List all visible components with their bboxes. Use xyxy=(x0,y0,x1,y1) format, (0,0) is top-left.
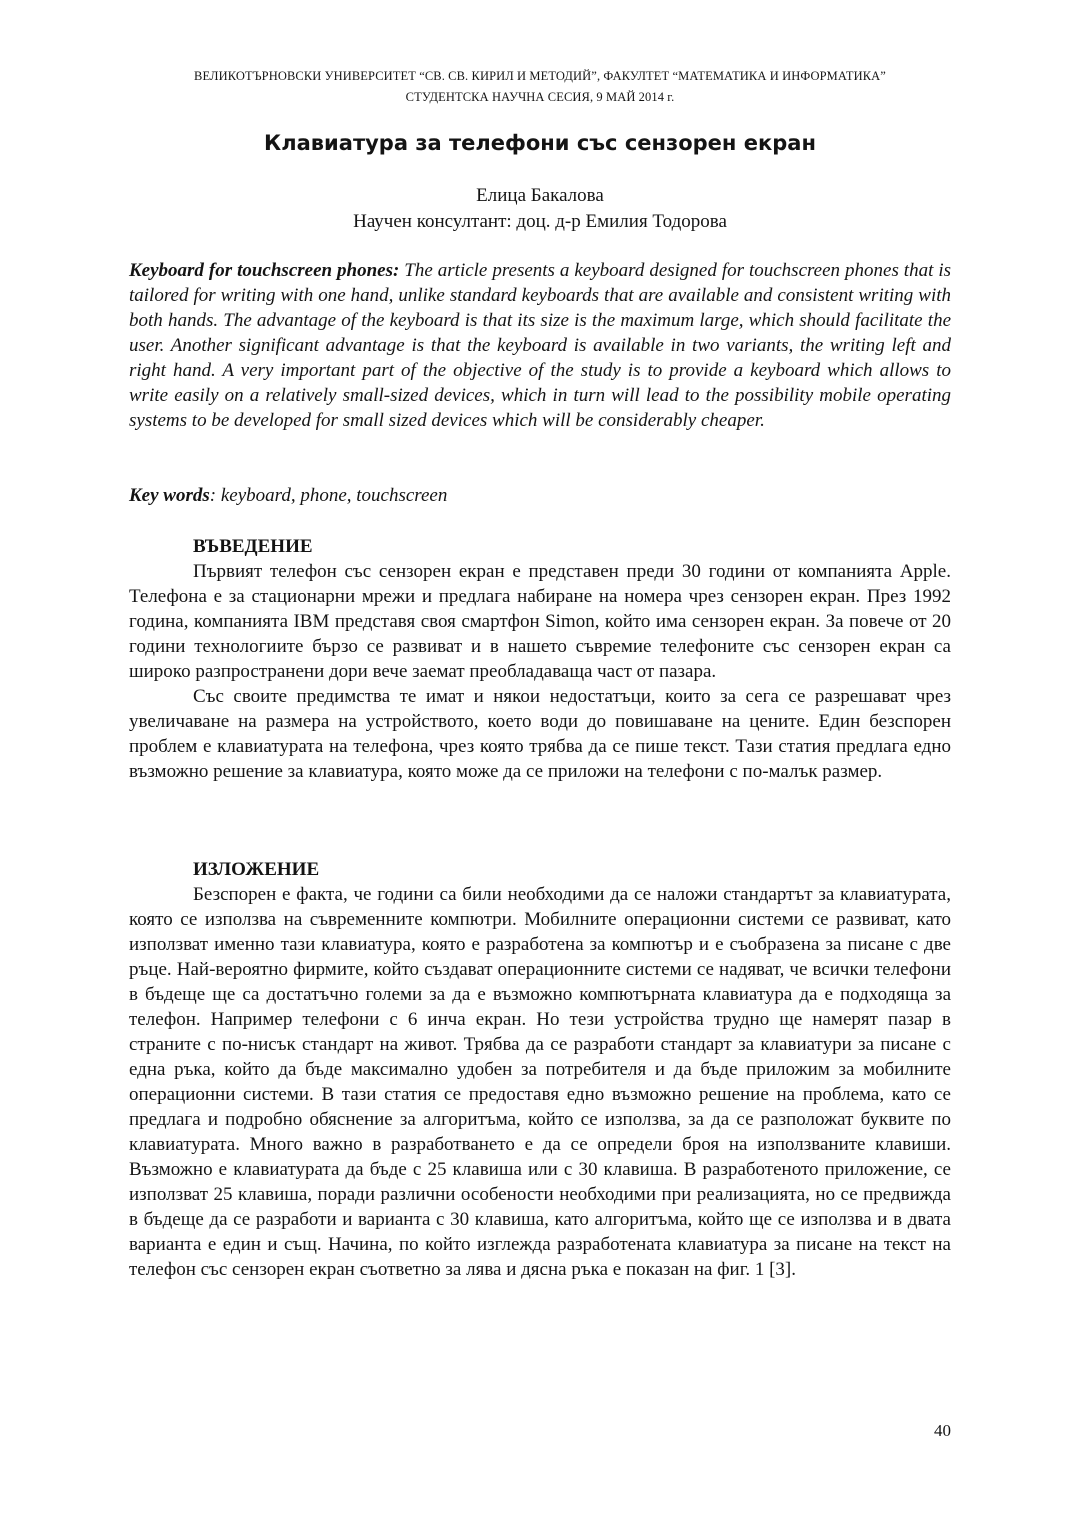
section-heading: ВЪВЕДЕНИЕ xyxy=(193,536,313,557)
section-exposition xyxy=(129,857,951,1282)
author-name: Елица Бакалова xyxy=(476,185,604,206)
authors-block xyxy=(100,183,980,235)
running-header xyxy=(100,66,980,108)
paragraph: Със своите предимства те имат и някои недостатъци, които за сега се разрешават чрез увеличаване на размера на устройството, което води до повишаване на цените. Един безспорен проблем е клавиатурата на телефона, чрез която трябва да се пише текст. Тази статия предлага едно възможно решение за клавиатура, която може да се приложи на телефони с по-малък размер. xyxy=(129,686,951,782)
header-university-line: ВЕЛИКОТЪРНОВСКИ УНИВЕРСИТЕТ “СВ. СВ. КИРИЛ И МЕТОДИЙ”, ФАКУЛТЕТ “МАТЕМАТИКА И ИНФОРМАТИКА” xyxy=(194,69,886,83)
paper-title: Клавиатура за телефони със сензорен екран xyxy=(264,131,816,155)
abstract-text: The article presents a keyboard designed for touchscreen phones that is tailored for writing with one hand, unlike standard keyboards that are available and consistent writing with both hands. The advantage of the keyboard is that its size is the maximum large, which should facilitate the user. Another significant advantage is that the keyboard is available in two variants, the writing left and right hand. A very important part of the objective of the study is to provide a keyboard which allows to write easily on a relatively small-sized devices, which in turn will lead to the possibility mobile operating systems to be developed for small sized devices which will be considerably cheaper. xyxy=(129,260,951,431)
keywords xyxy=(129,483,951,508)
abstract xyxy=(129,258,951,433)
header-session-line: СТУДЕНТСКА НАУЧНА СЕСИЯ, 9 МАЙ 2014 г. xyxy=(405,90,675,104)
paragraph: Безспорен е факта, че години са били необходими да се наложи стандартът за клавиатурата, която се използва на съвременните компютри. Мобилните операционни системи се развиват, като използват именно тази клавиатура, която е разработена за компютър и е съобразена за писане с две ръце. Най-вероятно фирмите, който създават операционните системи се надяват, че всички телефони в бъдеще ще са достатъчно големи за да е възможно компютърната клавиатура да е подходяща за телефон. Например телефони с 6 инча екран. Но тези устройства трудно ще намерят пазар в страните с по-нисък стандарт на живот. Трябва да се разработи стандарт за клавиатури за писане с една ръка, който да бъде максимално удобен за потребителя и да бъде приложим за мобилните операционни системи. В тази статия се предоставя едно възможно решение на проблема, като се предлага и подробно обяснение за алгоритъма, който се използва, за да се разположат буквите по клавиатурата. Много важно в разработването е да се определи броя на използваните клавиши. Възможно е клавиатурата да бъде с 25 клавиша или с 30 клавиша. В разработеното приложение, се използват 25 клавиша, поради различни особености необходими при реализацията, но се предвижда в бъдеще да се разработи и варианта с 30 клавиша, като алгоритъма, който ще се използва и в двата варианта е един и същ. Начина, по който изглежда разработената клавиатура за писане на текст на телефон със сензорен екран съответно за лява и дясна ръка е показан на фиг. 1 [3]. xyxy=(129,884,951,1280)
section-heading: ИЗЛОЖЕНИЕ xyxy=(193,859,320,880)
keywords-text: : keyboard, phone, touchscreen xyxy=(209,485,448,506)
advisor-name: Научен консултант: доц. д-р Емилия Тодорова xyxy=(353,211,727,232)
keywords-lead: Key words xyxy=(129,485,210,506)
section-introduction xyxy=(129,534,951,784)
paragraph: Първият телефон със сензорен екран е представен преди 30 години от компанията Apple. Телефона е за стационарни мрежи и предлага набиране на номера чрез сензорен екран. През 1992 година, компанията IBM представя своя смартфон Simon, който има сензорен екран. За повече от 20 години технологиите бързо се развиват и в нашето съвремие телефоните със сензорен екран са широко разпространени дори вече заемат преобладаваща част от пазара. xyxy=(129,561,951,682)
page-number: 40 xyxy=(934,1421,951,1440)
abstract-lead: Keyboard for touchscreen phones: xyxy=(129,260,400,281)
